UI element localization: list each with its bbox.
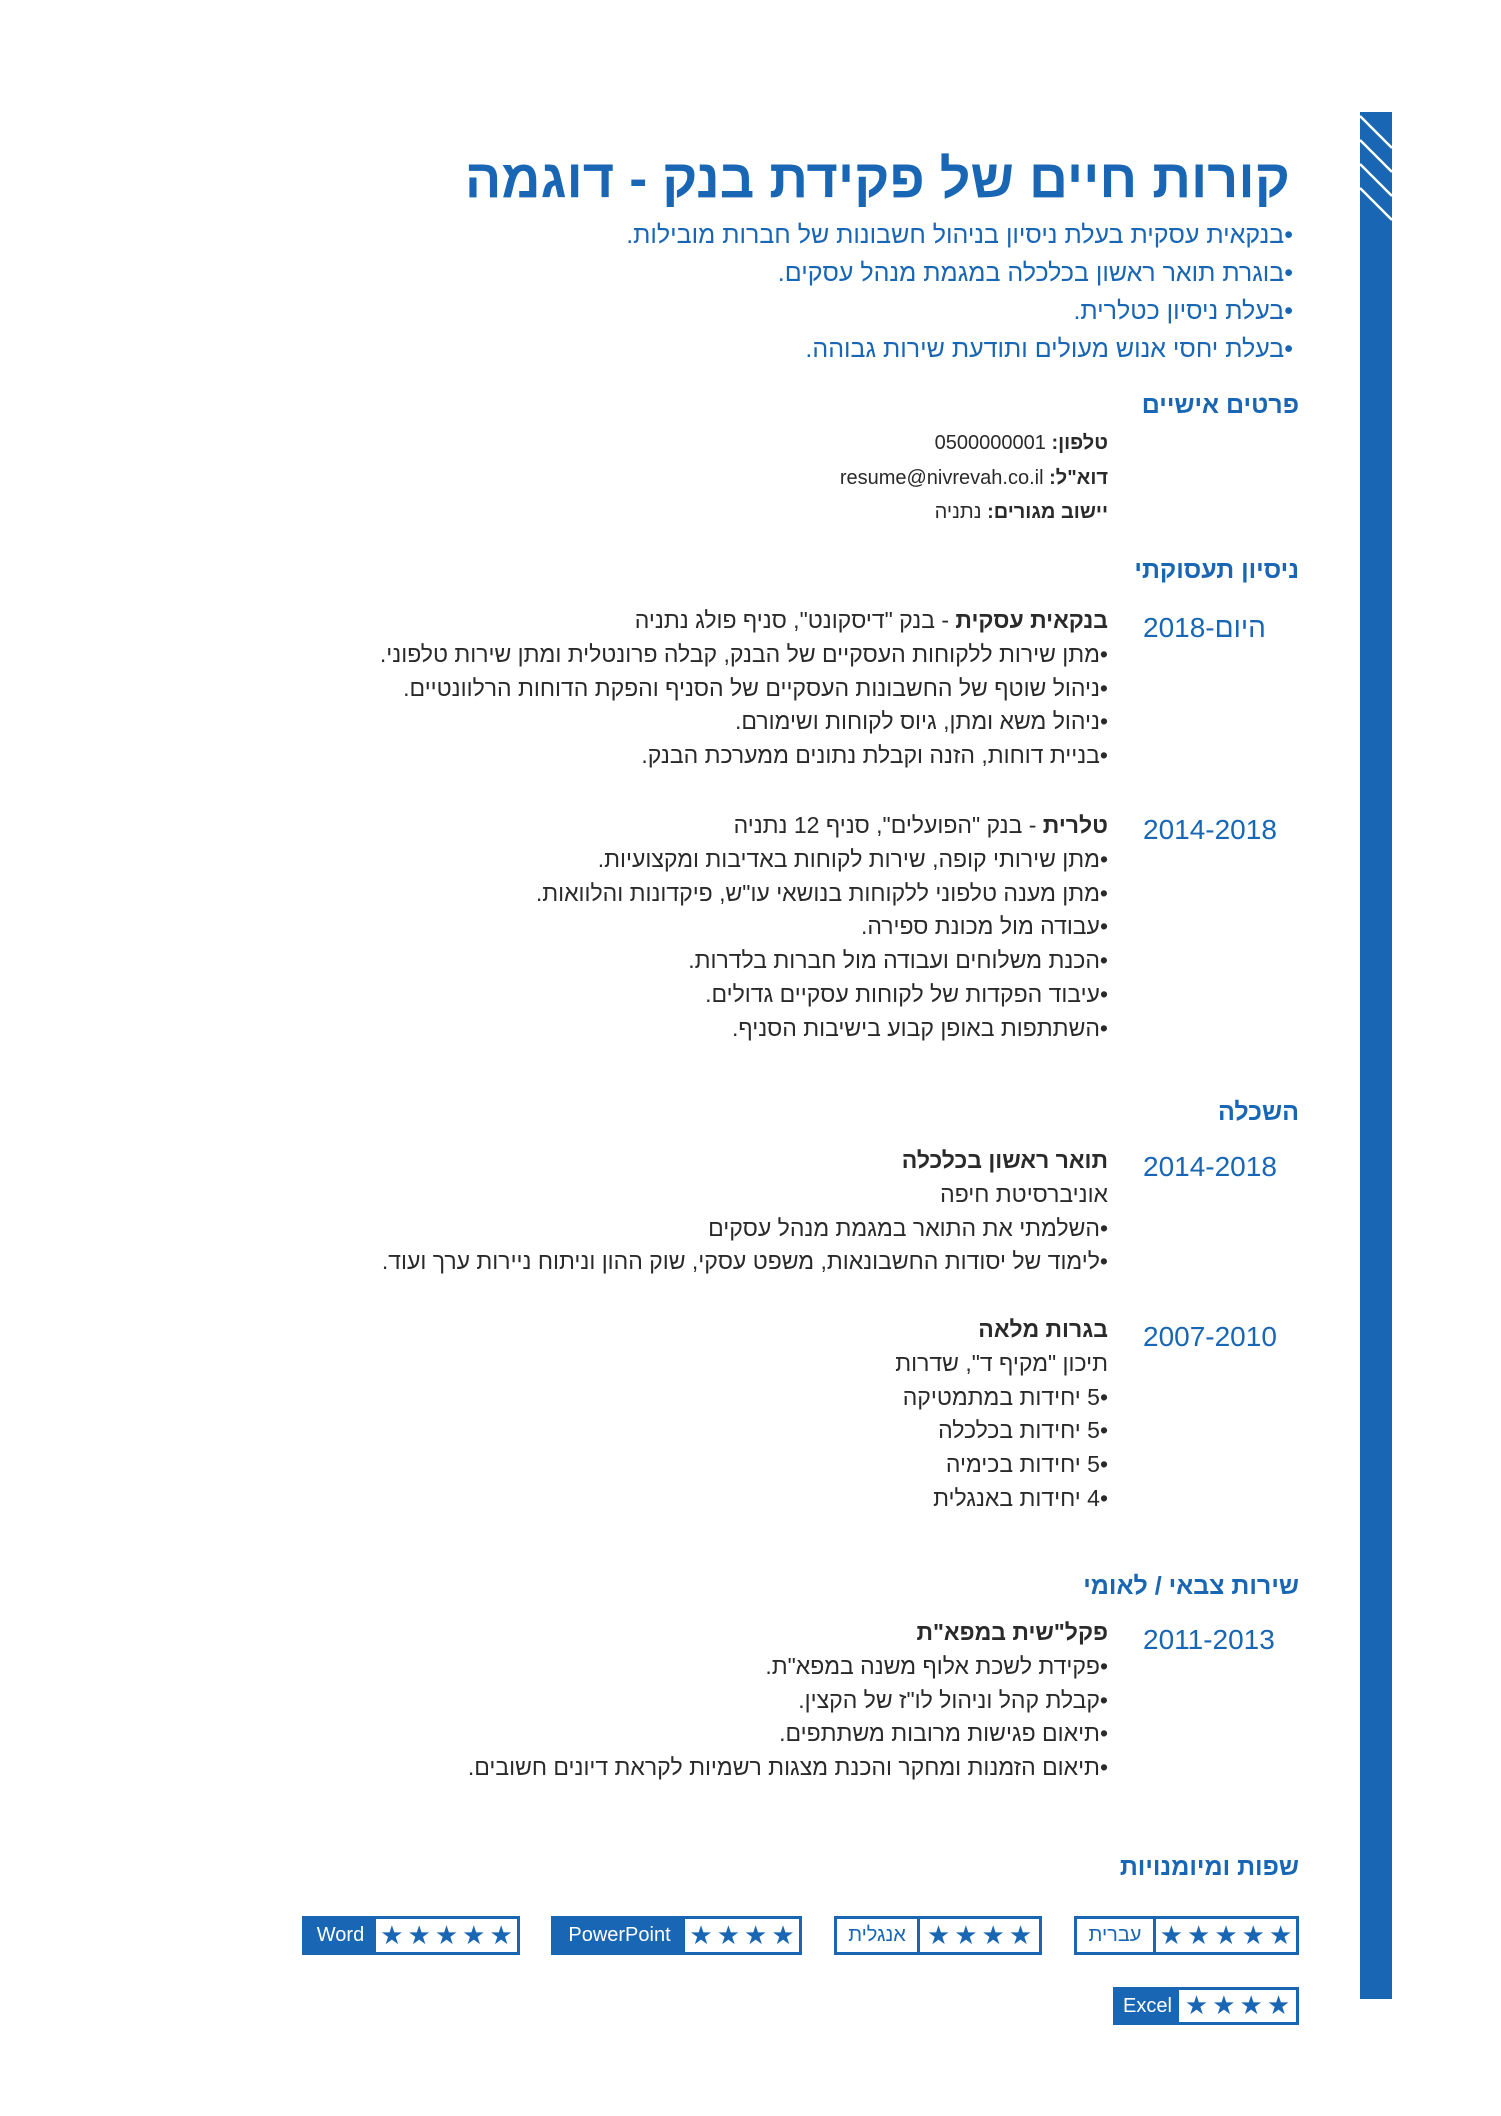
side-accent-bar xyxy=(1360,112,1392,1999)
job-title: טלרית xyxy=(1042,812,1108,838)
star-icon: ★ xyxy=(981,1920,1005,1951)
job-title: פקל"שית במפא"ת xyxy=(916,1619,1108,1645)
bullet-item: •5 יחידות במתמטיקה xyxy=(902,1383,1108,1410)
detail-label: יישוב מגורים: xyxy=(987,501,1108,523)
star-icon: ★ xyxy=(462,1920,486,1951)
star-icon: ★ xyxy=(1266,1991,1291,2021)
star-icon: ★ xyxy=(954,1920,978,1951)
skill-label: Excel xyxy=(1116,1990,1179,2022)
star-icon: ★ xyxy=(926,1920,951,1951)
detail-phone xyxy=(840,426,1108,461)
star-icon: ★ xyxy=(1214,1920,1238,1951)
bullet-item: •הכנת משלוחים ועבודה מול חברות בלדרות. xyxy=(688,947,1108,974)
entry-dates: 2014-2018 xyxy=(1143,1151,1277,1182)
section-heading-skills: שפות ומיומנויות xyxy=(1119,1853,1299,1881)
bullet-item: •עבודה מול מכונת ספירה. xyxy=(860,913,1108,940)
star-icon: ★ xyxy=(1212,1991,1236,2021)
rating-stars xyxy=(1156,1919,1296,1952)
bullet-item: •לימוד של יסודות החשבונאות, משפט עסקי, שוק ההון וניתוח ניירות ערך ועוד. xyxy=(381,1248,1108,1275)
bullet-item: •ניהול משא ומתן, גיוס לקוחות ושימורם. xyxy=(735,708,1108,735)
employer: - בנק "הפועלים", סניף 12 נתניה xyxy=(733,812,1037,838)
detail-label: טלפון: xyxy=(1051,432,1108,454)
bullet-item: •השתתפות באופן קבוע בישיבות הסניף. xyxy=(731,1014,1108,1041)
detail-label: דוא"ל: xyxy=(1049,466,1108,489)
bullet-item: •5 יחידות בכלכלה xyxy=(938,1417,1108,1444)
personal-details xyxy=(840,426,1108,530)
star-icon: ★ xyxy=(771,1920,795,1951)
skill-badge-hebrew xyxy=(1074,1916,1299,1955)
bullet-item: •בניית דוחות, הזנה וקבלת נתונים ממערכת הבנק. xyxy=(641,742,1108,769)
rating-stars xyxy=(1179,1990,1296,2022)
detail-email xyxy=(840,461,1108,496)
section-heading-experience: ניסיון תעסוקתי xyxy=(1134,556,1299,584)
star-icon: ★ xyxy=(716,1920,740,1951)
degree-name: תואר ראשון בכלכלה xyxy=(901,1147,1108,1173)
skill-badge-excel xyxy=(1113,1987,1299,2025)
rating-stars xyxy=(376,1919,517,1952)
military-entry xyxy=(468,1616,1108,1785)
skill-label: עברית xyxy=(1077,1919,1156,1952)
entry-heading xyxy=(536,809,1108,843)
bullet-item: •עיבוד הפקדות של לקוחות עסקיים גדולים. xyxy=(705,980,1108,1007)
section-heading-personal: פרטים אישיים xyxy=(1141,391,1299,419)
skill-label: Word xyxy=(305,1919,376,1952)
entry-dates: 2018-היום xyxy=(1143,612,1266,643)
star-icon: ★ xyxy=(744,1920,768,1951)
employer: - בנק "דיסקונט", סניף פולג נתניה xyxy=(634,607,950,633)
summary-item: •בעלת יחסי אנוש מעולים ותודעת שירות גבוהה. xyxy=(805,335,1293,363)
diagonal-stripes-decoration xyxy=(1360,112,1392,224)
education-entry xyxy=(382,1144,1108,1279)
entry-dates: 2011-2013 xyxy=(1143,1624,1275,1655)
section-heading-education: השכלה xyxy=(1217,1098,1299,1126)
bullet-item: •מתן שירותי קופה, שירות לקוחות באדיבות ומקצועיות. xyxy=(597,845,1108,872)
star-icon: ★ xyxy=(489,1920,513,1951)
bullet-item: •מתן מענה טלפוני ללקוחות בנושאי עו"ש, פיקדונות והלוואות. xyxy=(535,879,1108,906)
star-icon: ★ xyxy=(1268,1920,1293,1951)
detail-value: resume@nivrevah.co.il xyxy=(839,466,1044,489)
summary-list xyxy=(626,216,1293,368)
detail-residence xyxy=(840,495,1108,530)
summary-item: •בוגרת תואר ראשון בכלכלה במגמת מנהל עסקים. xyxy=(777,259,1293,287)
bullet-item: •קבלת קהל וניהול לו"ז של הקצין. xyxy=(798,1686,1108,1713)
detail-value: נתניה xyxy=(934,501,982,523)
star-icon: ★ xyxy=(689,1920,713,1951)
degree-title xyxy=(895,1313,1108,1347)
bullet-item: •תיאום פגישות מרובות משתתפים. xyxy=(779,1720,1108,1747)
star-icon: ★ xyxy=(380,1920,404,1951)
star-icon: ★ xyxy=(1241,1920,1265,1951)
detail-value: 0500000001 xyxy=(934,432,1046,454)
school-name: תיכון "מקיף ד", שדרות xyxy=(895,1349,1108,1376)
bullet-item: •4 יחידות באנגלית xyxy=(933,1484,1108,1511)
bullet-item: •5 יחידות בכימיה xyxy=(945,1451,1108,1478)
entry-dates: 2007-2010 xyxy=(1143,1321,1277,1352)
experience-entry xyxy=(380,604,1108,773)
entry-heading xyxy=(468,1616,1108,1650)
bullet-item: •פקידת לשכת אלוף משנה במפא"ת. xyxy=(765,1652,1108,1679)
star-icon: ★ xyxy=(1184,1991,1209,2021)
summary-item: •בעלת ניסיון כטלרית. xyxy=(1073,297,1293,325)
school-name: אוניברסיטת חיפה xyxy=(940,1180,1108,1207)
entry-heading xyxy=(380,604,1108,638)
skill-badge-powerpoint xyxy=(551,1916,802,1955)
entry-dates: 2014-2018 xyxy=(1143,814,1277,845)
skill-badge-english xyxy=(834,1916,1042,1955)
degree-name: בגרות מלאה xyxy=(978,1316,1108,1342)
rating-stars xyxy=(920,1919,1039,1952)
job-title: בנקאית עסקית xyxy=(955,607,1108,633)
star-icon: ★ xyxy=(1239,1991,1263,2021)
star-icon: ★ xyxy=(1187,1920,1211,1951)
star-icon: ★ xyxy=(434,1920,459,1951)
skill-label: PowerPoint xyxy=(554,1919,685,1952)
star-icon: ★ xyxy=(1159,1920,1184,1951)
bullet-item: •מתן שירות ללקוחות העסקיים של הבנק, קבלה פרונטלית ומתן שירות טלפוני. xyxy=(379,640,1108,667)
skill-badge-word xyxy=(302,1916,520,1955)
bullet-item: •השלמתי את התואר במגמת מנהל עסקים xyxy=(708,1214,1108,1241)
experience-entry xyxy=(536,809,1108,1046)
education-entry xyxy=(895,1313,1108,1516)
resume-title: קורות חיים של פקידת בנק - דוגמה xyxy=(464,149,1290,209)
star-icon: ★ xyxy=(407,1920,431,1951)
bullet-item: •ניהול שוטף של החשבונות העסקיים של הסניף והפקת הדוחות הרלוונטיים. xyxy=(403,674,1108,701)
summary-item: •בנקאית עסקית בעלת ניסיון בניהול חשבונות של חברות מובילות. xyxy=(626,221,1293,249)
section-heading-military: שירות צבאי / לאומי xyxy=(1083,1572,1299,1600)
degree-title xyxy=(382,1144,1108,1178)
star-icon: ★ xyxy=(1008,1920,1033,1951)
bullet-item: •תיאום הזמנות ומחקר והכנת מצגות רשמיות לקראת דיונים חשובים. xyxy=(467,1754,1108,1781)
rating-stars xyxy=(685,1919,799,1952)
skill-label: אנגלית xyxy=(837,1919,920,1952)
